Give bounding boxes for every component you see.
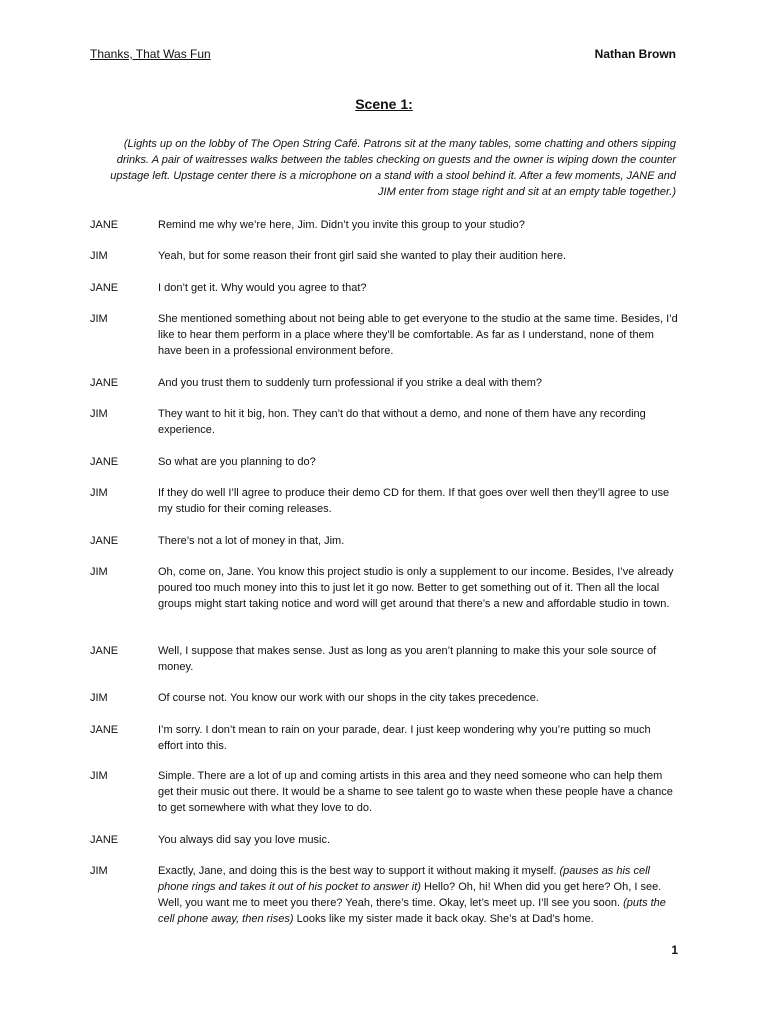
dialogue-text: I’m sorry. I don’t mean to rain on your parade, dear. I just keep wondering why you’re putting so much effort into this. bbox=[158, 724, 651, 752]
dialogue-text-part: Looks like my sister made it back okay. She’s at Dad’s home. bbox=[293, 913, 594, 925]
speaker-name: JANE bbox=[90, 219, 119, 231]
page-number: 1 bbox=[671, 943, 678, 957]
dialogue-text: Of course not. You know our work with our shops in the city takes precedence. bbox=[158, 692, 539, 704]
speaker-name: JIM bbox=[90, 566, 108, 578]
parenthetical-direction: (pauses as his cell phone rings and takes it out of his pocket to answer it) bbox=[158, 865, 650, 893]
dialogue-text: So what are you planning to do? bbox=[158, 456, 316, 468]
dialogue-text: If they do well I’ll agree to produce their demo CD for them. If that goes over well then they’ll agree to use my studio for their coming releases. bbox=[158, 487, 670, 515]
speaker-name: JANE bbox=[90, 724, 119, 736]
scene-heading: Scene 1: bbox=[355, 96, 413, 112]
header-author: Nathan Brown bbox=[594, 47, 676, 61]
speaker-name: JIM bbox=[90, 487, 108, 499]
speaker-name: JANE bbox=[90, 535, 119, 547]
header-title: Thanks, That Was Fun bbox=[90, 47, 211, 61]
dialogue-text: There’s not a lot of money in that, Jim. bbox=[158, 535, 345, 547]
stage-direction: (Lights up on the lobby of The Open String Café. Patrons sit at the many tables, some chatting and others sipping drinks. A pair of waitresses walks between the tables checking on guests and the owner is wiping down the counter upstage left. Upstage center there is a microphone on a stand with a stool behind it. After a few moments, JANE and JIM enter from stage right and sit at an empty table together.) bbox=[110, 138, 676, 198]
dialogue-text: And you trust them to suddenly turn professional if you strike a deal with them? bbox=[158, 377, 542, 389]
dialogue-text: I don’t get it. Why would you agree to that? bbox=[158, 282, 367, 294]
speaker-name: JIM bbox=[90, 865, 108, 877]
speaker-name: JANE bbox=[90, 282, 119, 294]
speaker-name: JANE bbox=[90, 377, 119, 389]
dialogue-text: Oh, come on, Jane. You know this project studio is only a supplement to our income. Besides, I’ve already poured too much money into this to just let it go now. Better to get something out of it. Then all the local groups might start taking notice and word will get around that there’s a new and affordable studio in town. bbox=[158, 566, 674, 610]
parenthetical-direction: (puts the cell phone away, then rises) bbox=[158, 897, 666, 925]
speaker-name: JANE bbox=[90, 456, 119, 468]
dialogue-text: Yeah, but for some reason their front girl said she wanted to play their audition here. bbox=[158, 250, 567, 262]
dialogue-text: You always did say you love music. bbox=[158, 834, 331, 846]
speaker-name: JANE bbox=[90, 645, 119, 657]
dialogue-text: Remind me why we’re here, Jim. Didn’t you invite this group to your studio? bbox=[158, 219, 525, 231]
speaker-name: JIM bbox=[90, 408, 108, 420]
speaker-name: JANE bbox=[90, 834, 119, 846]
dialogue-text-part: Exactly, Jane, and doing this is the best way to support it without making it myself. bbox=[158, 865, 560, 877]
speaker-name: JIM bbox=[90, 770, 108, 782]
dialogue-text-part: Hello? Oh, hi! When did you get here? Oh, I see. Well, you want me to meet you there? Yeah, there’s time. Okay, let’s meet up. I’ll see you soon. bbox=[158, 881, 662, 909]
speaker-name: JIM bbox=[90, 692, 108, 704]
speaker-name: JIM bbox=[90, 250, 108, 262]
dialogue-text: She mentioned something about not being able to get everyone to the studio at the same time. Besides, I’d like to hear them perform in a place where they’ll be comfortable. As far as I understand, none of them have been in a professional environment before. bbox=[158, 313, 678, 357]
dialogue-text: Well, I suppose that makes sense. Just as long as you aren’t planning to make this your sole source of money. bbox=[158, 645, 657, 673]
dialogue-text bbox=[158, 863, 678, 927]
dialogue-text: They want to hit it big, hon. They can’t do that without a demo, and none of them have any recording experience. bbox=[158, 408, 646, 436]
dialogue-text: Simple. There are a lot of up and coming artists in this area and they need someone who can help them get their music out there. It would be a shame to see talent go to waste when these people have a chance to get somewhere with what they love to do. bbox=[158, 770, 673, 814]
speaker-name: JIM bbox=[90, 313, 108, 325]
